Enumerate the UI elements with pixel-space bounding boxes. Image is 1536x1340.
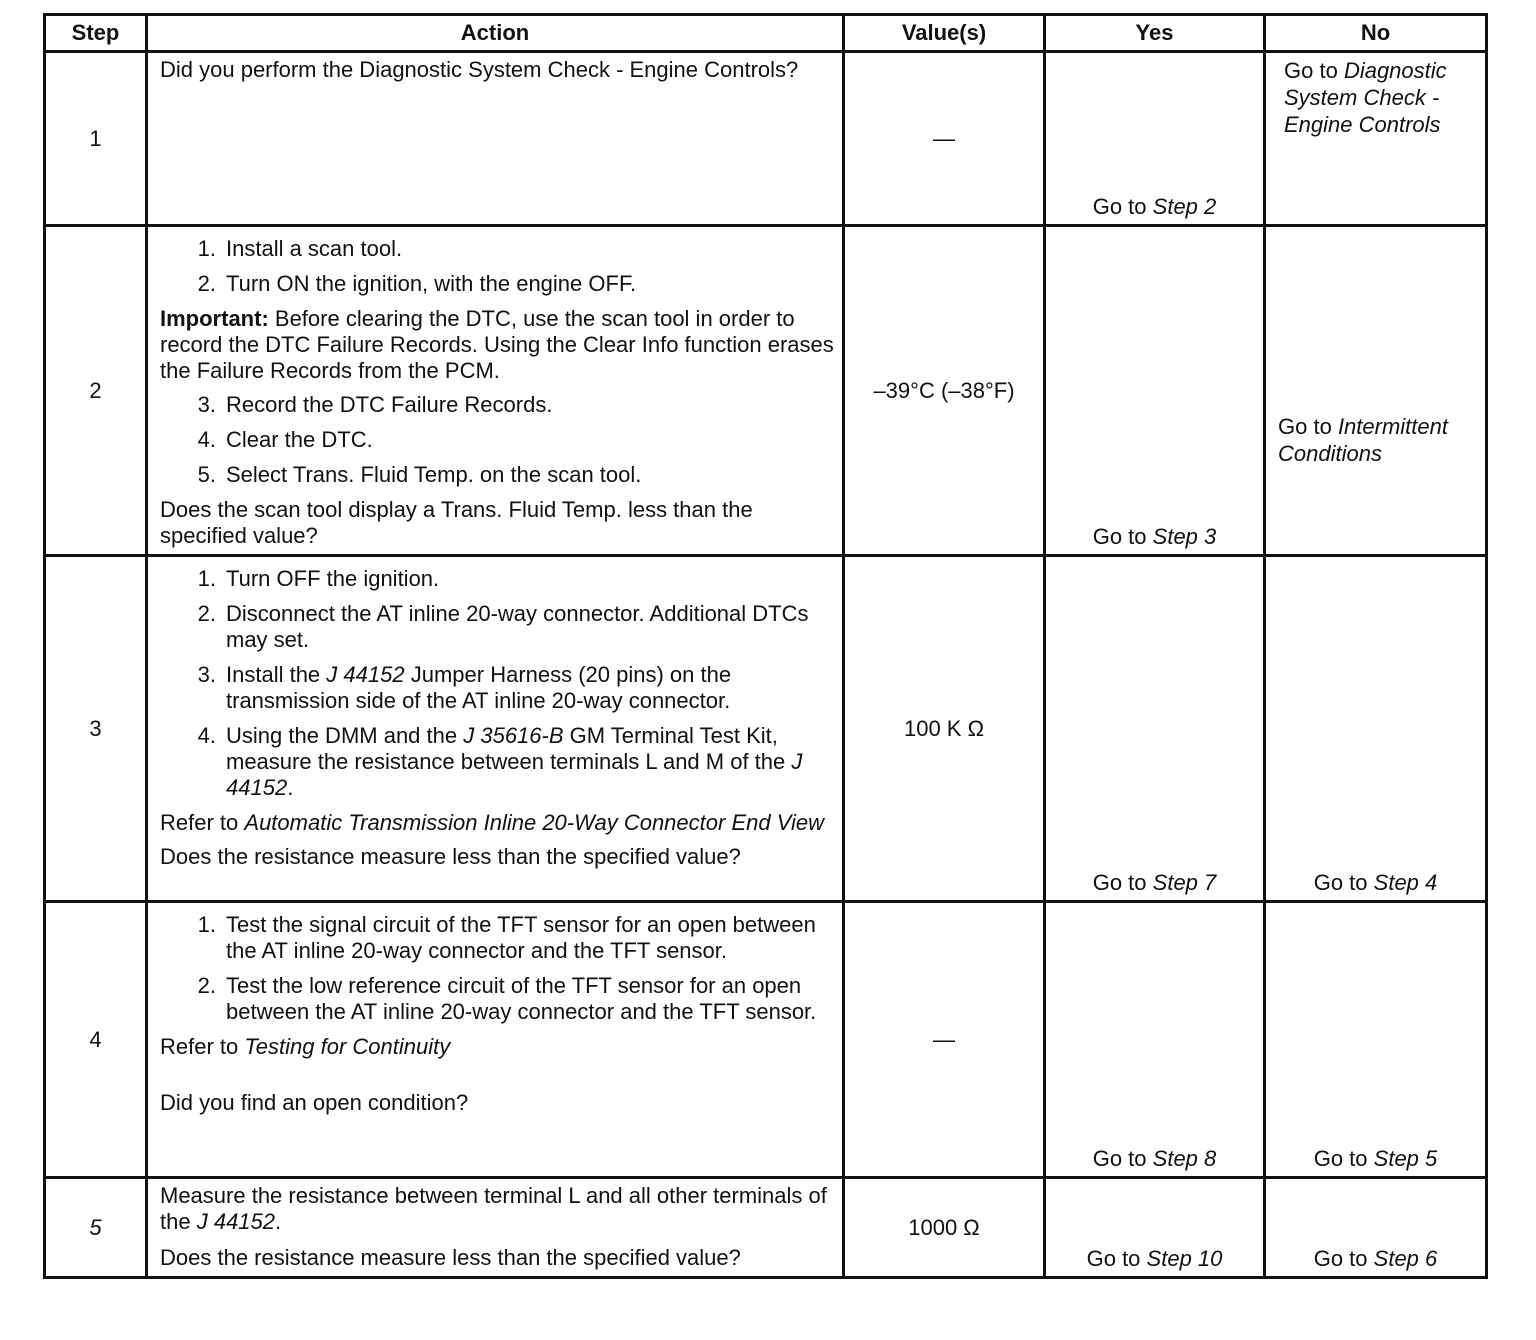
list-item: 5. Select Trans. Fluid Temp. on the scan tool.: [197, 462, 642, 487]
list-item: 1. Install a scan tool.: [197, 236, 403, 261]
table-row: [45, 556, 1487, 902]
action-text: Measure the resistance between terminal L and all other terminals of the J 44152.: [160, 1183, 827, 1234]
no-goto[interactable]: Go to Step 4: [1313, 870, 1438, 895]
important-note: Important: Before clearing the DTC, use the scan tool in order to record the DTC Failure Records. Using the Clear Info function erases the Failure Records from the PCM.: [160, 306, 834, 383]
yes-goto[interactable]: Go to Step 7: [1092, 870, 1217, 895]
list-item: 3. Record the DTC Failure Records.: [197, 392, 553, 417]
table-row: [45, 226, 1487, 556]
yes-goto[interactable]: Go to Step 2: [1092, 194, 1217, 219]
value-cell: —: [844, 52, 1045, 226]
no-cell: [1265, 1178, 1487, 1278]
table-row: [45, 902, 1487, 1178]
list-item: 2. Turn ON the ignition, with the engine OFF.: [197, 271, 637, 296]
header-action: Action: [147, 15, 844, 52]
list-item: 2. Test the low reference circuit of the TFT sensor for an open between the AT inline 20-way connector and the TFT sensor.: [197, 973, 817, 1024]
question-text: Does the scan tool display a Trans. Fluid Temp. less than the specified value?: [160, 497, 753, 548]
question-text: Did you find an open condition?: [160, 1090, 469, 1115]
no-cell: [1265, 902, 1487, 1178]
refer-text: Refer to Testing for Continuity: [160, 1034, 451, 1059]
action-cell: [147, 226, 844, 556]
action-cell: [147, 52, 844, 226]
header-step: Step: [45, 15, 147, 52]
step-number: 4: [45, 902, 147, 1178]
yes-cell: [1045, 52, 1265, 226]
refer-text: Refer to Automatic Transmission Inline 20-Way Connector End View: [160, 810, 824, 835]
list-item: 1. Turn OFF the ignition.: [197, 566, 440, 591]
list-item: 1. Test the signal circuit of the TFT sensor for an open between the AT inline 20-way connector and the TFT sensor.: [197, 912, 816, 963]
step-number: 1: [45, 52, 147, 226]
list-item: 3. Install the J 44152 Jumper Harness (20 pins) on the transmission side of the AT inline 20-way connector.: [197, 662, 732, 713]
step-number: 3: [45, 556, 147, 902]
no-goto[interactable]: Go to Step 5: [1313, 1146, 1438, 1171]
diagnostic-table: [43, 13, 1488, 1279]
value-cell: —: [844, 902, 1045, 1178]
action-cell: [147, 902, 844, 1178]
yes-cell: [1045, 556, 1265, 902]
question-text: Did you perform the Diagnostic System Check - Engine Controls?: [160, 57, 799, 82]
action-cell: [147, 556, 844, 902]
yes-goto[interactable]: Go to Step 3: [1092, 524, 1217, 549]
no-goto[interactable]: Go to Intermittent Conditions: [1278, 414, 1448, 466]
header-row: [45, 15, 1487, 52]
yes-goto[interactable]: Go to Step 10: [1086, 1246, 1223, 1271]
question-text: Does the resistance measure less than the specified value?: [160, 844, 741, 869]
no-cell: [1265, 52, 1487, 226]
header-no: No: [1265, 15, 1487, 52]
table-row: [45, 1178, 1487, 1278]
header-yes: Yes: [1045, 15, 1265, 52]
table-row: [45, 52, 1487, 226]
yes-cell: [1045, 226, 1265, 556]
yes-cell: [1045, 902, 1265, 1178]
list-item: 4. Clear the DTC.: [197, 427, 373, 452]
header-values: Value(s): [844, 15, 1045, 52]
list-item: 2. Disconnect the AT inline 20-way connector. Additional DTCs may set.: [197, 601, 809, 652]
no-cell: [1265, 226, 1487, 556]
value-cell: 100 K Ω: [844, 556, 1045, 902]
value-cell: 1000 Ω: [844, 1178, 1045, 1278]
step-number: 5: [45, 1178, 147, 1278]
question-text: Does the resistance measure less than the specified value?: [160, 1245, 741, 1270]
yes-goto[interactable]: Go to Step 8: [1092, 1146, 1217, 1171]
list-item: 4. Using the DMM and the J 35616-B GM Terminal Test Kit, measure the resistance between terminals L and M of the J 44152.: [197, 723, 803, 800]
action-cell: [147, 1178, 844, 1278]
step-number: 2: [45, 226, 147, 556]
no-cell: [1265, 556, 1487, 902]
no-goto[interactable]: Go to Diagnostic System Check - Engine Controls: [1284, 58, 1447, 137]
value-cell: –39°C (–38°F): [844, 226, 1045, 556]
yes-cell: [1045, 1178, 1265, 1278]
no-goto[interactable]: Go to Step 6: [1313, 1246, 1438, 1271]
